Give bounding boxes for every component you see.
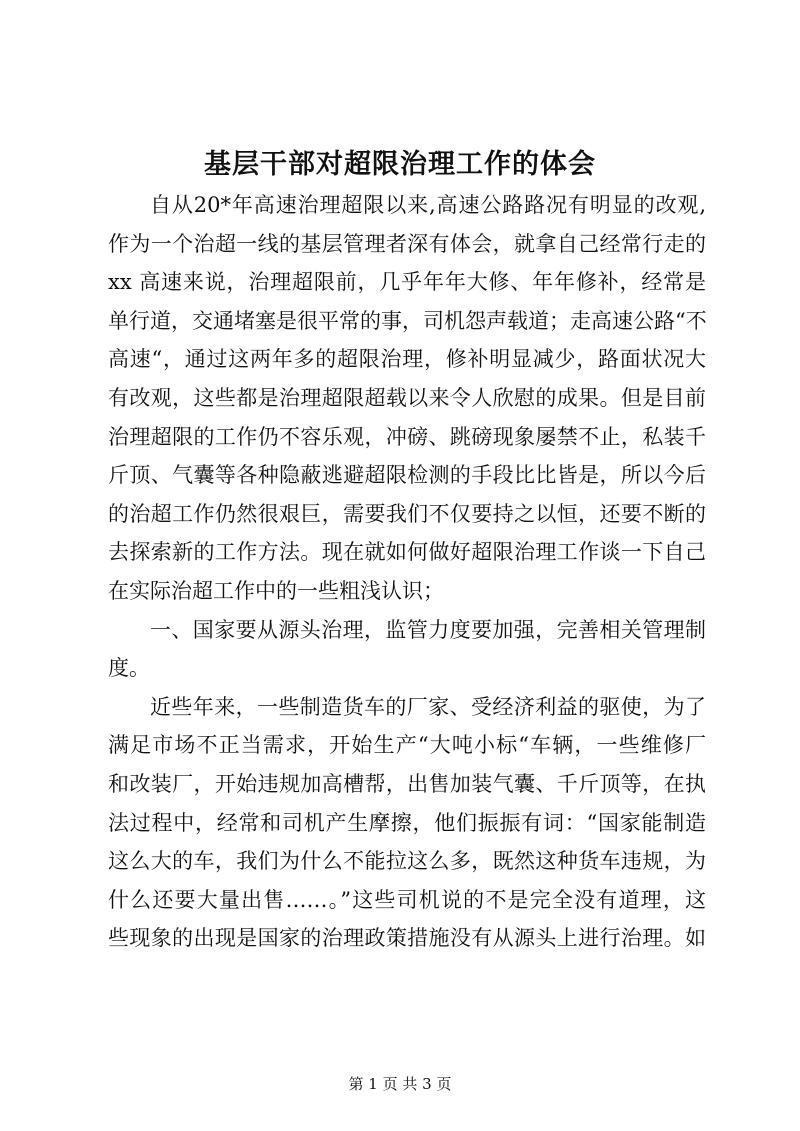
paragraph-3-line-5: 这么大的车，我们为什么不能拉这么多，既然这种货车违规，为 [108,849,706,874]
paragraph-1-line-4: 单行道，交通堵塞是很平常的事，司机怨声载道；走高速公路“不 [108,308,707,333]
paragraph-1-line-7: 治理超限的工作仍不容乐观，冲磅、跳磅现象屡禁不止，私装千 [108,424,706,449]
paragraph-3-line-6: 什么还要大量出售……。”这些司机说的不是完全没有道理，这 [108,887,706,912]
paragraph-3-line-4: 法过程中，经常和司机产生摩擦，他们振振有词：“国家能制造 [108,810,706,835]
document-title: 基层干部对超限治理工作的体会 [204,149,596,180]
paragraph-3-line-7: 些现象的出现是国家的治理政策措施没有从源头上进行治理。如 [108,926,706,951]
paragraph-1-line-2: 作为一个治超一线的基层管理者深有体会，就拿自己经常行走的 [108,231,706,256]
paragraph-1-line-8: 斤顶、气囊等各种隐蔽逃避超限检测的手段比比皆是，所以今后 [108,463,706,488]
paragraph-3-line-2: 满足市场不正当需求，开始生产“大吨小标“车辆，一些维修厂 [108,733,706,758]
document-body [108,186,706,958]
page-footer: 第 1 页 共 3 页 [348,1075,452,1093]
paragraph-1-line-9: 的治超工作仍然很艰巨，需要我们不仅要持之以恒，还要不断的 [108,501,706,526]
paragraph-1-line-11: 在实际治超工作中的一些粗浅认识； [108,578,444,603]
paragraph-2-line-1: 一、国家要从源头治理，监管力度要加强，完善相关管理制 [150,617,706,642]
paragraph-1-line-1: 自从20*年高速治理超限以来,高速公路路况有明显的改观, [150,193,706,217]
paragraph-2-line-2: 度。 [108,656,150,681]
paragraph-3-line-1: 近些年来，一些制造货车的厂家、受经济利益的驱使，为了 [150,694,706,719]
paragraph-1-line-3: xx 高速来说，治理超限前，几乎年年大修、年年修补，经常是 [108,270,706,295]
paragraph-1-line-6: 有改观，这些都是治理超限超载以来令人欣慰的成果。但是目前 [108,385,706,410]
paragraph-1-line-5: 高速“，通过这两年多的超限治理，修补明显减少，路面状况大 [108,347,706,372]
paragraph-3-line-3: 和改装厂，开始违规加高槽帮，出售加装气囊、千斤顶等，在执 [108,771,706,796]
paragraph-1-line-10: 去探索新的工作方法。现在就如何做好超限治理工作谈一下自己 [108,540,706,565]
